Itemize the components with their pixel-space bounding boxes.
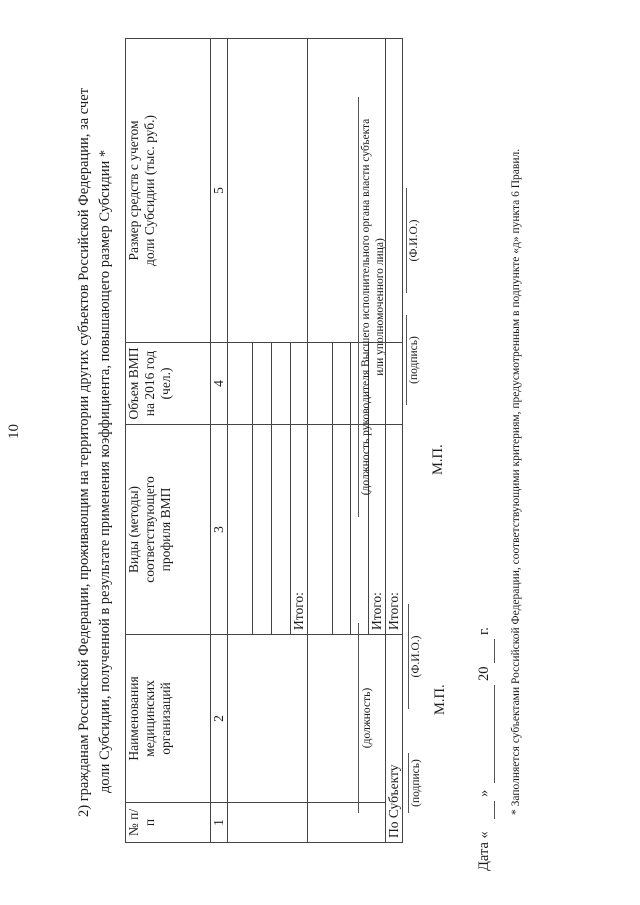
left-signature-line [408, 753, 409, 813]
header-organizations: Наименования медицинских организаций [126, 635, 211, 803]
vmp-type-cell [333, 424, 351, 634]
header-funds: Размер средств с учетом доли Субсидии (тыс. руб.) [126, 38, 211, 342]
vmp-type-cell [228, 424, 253, 634]
right-position-line [358, 97, 359, 517]
itogo-label: Итого: [291, 424, 308, 634]
date-day-line [494, 801, 495, 819]
col-number-4: 4 [211, 342, 228, 424]
date-label: Дата « [476, 831, 492, 871]
table-row [308, 38, 333, 842]
vmp-type-cell [253, 424, 272, 634]
right-signature-caption: (подпись) [408, 336, 420, 384]
funds-cell [228, 38, 308, 342]
table-row [228, 38, 253, 842]
left-position-line [358, 623, 359, 813]
header-no: № п/п [126, 803, 211, 843]
right-fio-caption: (Ф.И.О.) [408, 219, 420, 262]
section-heading-line2: доли Субсидии, полученной в результате применения коэффициента, повышающего размер Субсидии * [97, 149, 113, 793]
col-number-1: 1 [211, 803, 228, 843]
section-heading-line1: 2) гражданам Российской Федерации, проживающим на территории других субъектов Российской Федерации, за счет [76, 87, 92, 817]
header-vmp-volume: Объем ВМП на 2016 год (чел.) [126, 342, 211, 424]
date-close-quote: » [476, 789, 492, 797]
itogo-label: Итого: [369, 424, 386, 634]
right-signature-line [406, 315, 407, 405]
table-header-row [126, 38, 211, 842]
total-funds-cell [386, 38, 403, 342]
vmp-volume-cell [272, 342, 291, 424]
org-cell [308, 635, 386, 803]
table-number-row [211, 38, 228, 842]
vmp-volume-cell [308, 342, 333, 424]
date-year-prefix: 20 [476, 666, 492, 681]
footnote: * Заполняется субъектами Российской Федерации, соответствующими критериям, предусмотренным в подпункте «д» пункта 6 Правил. [510, 148, 522, 815]
left-position-caption: (должность) [361, 687, 373, 749]
col-number-5: 5 [211, 38, 228, 342]
total-volume-cell [386, 342, 403, 424]
vmp-volume-cell [253, 342, 272, 424]
subtotal-volume-cell [291, 342, 308, 424]
po-subektu-label: По Субъекту [386, 635, 403, 843]
date-year-line [494, 639, 495, 663]
date-year-suffix: г. [476, 627, 492, 635]
row-no-cell [308, 803, 386, 843]
vmp-type-cell [272, 424, 291, 634]
vmp-type-cell [308, 424, 333, 634]
right-position-caption-2: или уполномоченного лица) [374, 238, 386, 376]
right-position-caption-1: (должность руководителя Высшего исполнительного органа власти субъекта [360, 118, 372, 496]
left-signature-caption: (подпись) [410, 759, 422, 807]
org-cell [228, 635, 308, 803]
header-vmp-types: Виды (методы) соответствующего профиля ВМП [126, 424, 211, 634]
right-stamp-label: М.П. [430, 444, 446, 475]
vmp-volume-cell [228, 342, 253, 424]
page-number: 10 [6, 424, 22, 439]
date-month-line [494, 685, 495, 783]
right-fio-line [406, 188, 407, 293]
left-fio-caption: (Ф.И.О.) [410, 635, 422, 678]
table-row-total [386, 38, 403, 842]
row-no-cell [228, 803, 308, 843]
left-fio-line [408, 604, 409, 709]
col-number-3: 3 [211, 424, 228, 634]
vmp-volume-cell [333, 342, 351, 424]
col-number-2: 2 [211, 635, 228, 803]
left-stamp-label: М.П. [432, 684, 448, 715]
itogo-label: Итого: [386, 424, 403, 634]
